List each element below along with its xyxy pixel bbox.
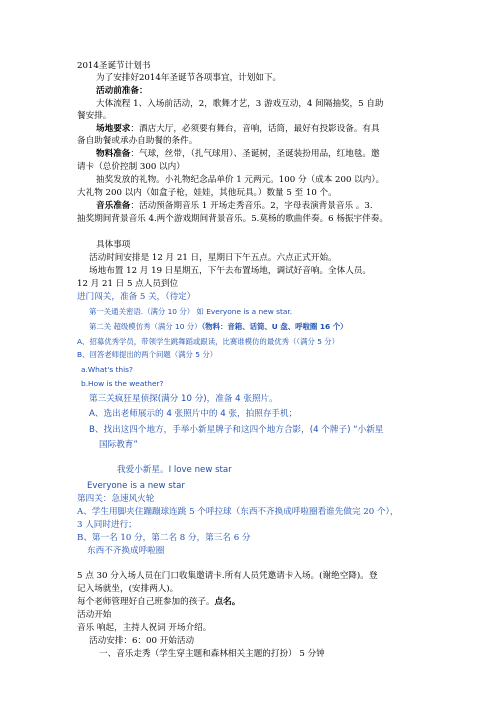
level3-a: A、选出老师展示的 4 张照片中的 4 张，拍照存手机； — [89, 409, 298, 419]
roll-call: 点名。 — [214, 597, 241, 607]
staff-line: 12 月 21 日 5 点人员到位 — [77, 279, 179, 289]
gate-line: 进门闯关，准备 5 关，（待定） — [77, 292, 196, 302]
music-line-1 — [96, 201, 373, 212]
material-line-2: 请卡（总价控制 300 以内） — [77, 162, 185, 172]
item-1-line: 一、音乐走秀（学生穿主题和森林相关主题的打扮） 5 分钟 — [99, 649, 325, 659]
level4-line: 第四关：急速风火轮 — [77, 494, 155, 504]
material-label: 物料准备 — [96, 149, 131, 159]
time-line: 活动时间安排是 12 月 21 日，星期日下午五点。六点正式开始。 — [89, 253, 337, 263]
star-english: Everyone is a new star — [87, 481, 185, 491]
level2-materials: （物料：音箱、话筒、U 盘、呼啦圈 16 个） — [201, 322, 348, 331]
level4-b: B、第一名 10 分，第二名 8 分，第三名 6 分 — [77, 533, 251, 543]
prep-heading: 活动前准备： — [96, 86, 148, 96]
venue-line-1 — [96, 124, 380, 135]
teacher-text: 每个老师管理好自己班参加的孩子。 — [77, 597, 215, 607]
gifts-line-1: 抽奖发放的礼物。小礼物纪念品单价 1 元两元。100 分（成本 200 以内）。 — [96, 175, 385, 185]
material-line-1 — [96, 149, 380, 160]
question-a: a.What's this? — [81, 365, 133, 374]
music-text: ：活动预备期音乐 1 开场走秀音乐。2，字母表演背景音乐 。3. — [130, 201, 373, 211]
venue-text: ：酒店大厅，必须要有舞台，音响，话筒，最好有投影设备。有具 — [130, 124, 380, 134]
entry-line-2: 记入场就坐，(安排两人)。 — [77, 584, 179, 594]
start-line: 活动开始 — [77, 610, 112, 620]
music-label: 音乐准备 — [96, 201, 131, 211]
level1-line: 第一关通关密语.（满分 10 分） 如 Everyone is a new star. — [89, 307, 293, 316]
details-heading: 具体事项 — [96, 240, 131, 250]
doc-title: 2014圣诞节计划书 — [77, 61, 151, 71]
level2-line — [89, 321, 348, 332]
level4-a-2: 3 人同时进行； — [77, 520, 137, 530]
option-a: A、招募优秀学员，带领学生跳舞蹈或跟读，比赛谁模仿的最优秀（（满分 5 分） — [77, 337, 340, 346]
material-text: ：气球，丝带，（扎气球用）、圣诞树，圣诞装扮用品，红地毯。邀 — [130, 149, 380, 159]
question-b: b.How is the weather? — [81, 379, 164, 388]
venue-label: 场地要求 — [96, 124, 131, 134]
music-host-line: 音乐 响起，主持人祝词 开场介绍。 — [77, 623, 212, 633]
level3-b-2: 国际教育” — [99, 440, 138, 450]
option-b: B、回答老师提出的两个问题（满分 5 分） — [77, 350, 218, 359]
level3-line: 第三关疯狂星侦探(满分 10 分)，准备 4 张照片。 — [89, 394, 278, 404]
entry-line-1: 5 点 30 分入场人员在门口收集邀请卡.所有人员凭邀请卡入场。(谢绝空降)。登 — [77, 571, 378, 581]
level2-title: 第二关 超级模仿秀（满分 10 分） — [89, 322, 202, 331]
music-line-2: 抽奖期间背景音乐 4.两个游戏期间背景音乐。5.莫杨的歌曲伴奏。6 杨振宇伴奏。 — [77, 214, 388, 224]
schedule-line: 活动安排：6：00 开始活动 — [89, 636, 195, 646]
intro-line: 为了安排好2014年圣诞节各项事宜，计划如下。 — [96, 73, 282, 83]
teacher-line — [77, 597, 240, 608]
level4-note: 东西不齐换成呼啦圈 — [87, 546, 165, 556]
flow-line-2: 餐安排。 — [77, 111, 112, 121]
setup-line: 场地布置 12 月 19 日星期五，下午去布置场地，调试好音响。全体人员。 — [89, 266, 372, 276]
flow-line-1: 大体流程 1、入场前活动，2，歌舞才艺，3 游戏互动，4 间隔抽奖，5 自助 — [96, 99, 384, 109]
level3-b-1: B、找出这四个地方，手举小新星牌子和这四个地方合影，(4 个牌子) “小新星 — [89, 425, 384, 435]
venue-line-2: 备自助餐或承办自助餐的条件。 — [77, 136, 198, 146]
gifts-line-2: 大礼物 200 以内（如盒子枪，娃娃，其他玩具。）数量 5 至 10 个。 — [77, 188, 337, 198]
star-chinese: 我爱小新星。I love new star — [117, 465, 232, 475]
level4-a-1: A、学生用脚夹住蹦蹦球连跳 5 个呼拉球（东西不齐换成呼啦圈看谁先做完 20 个）， — [77, 507, 399, 517]
